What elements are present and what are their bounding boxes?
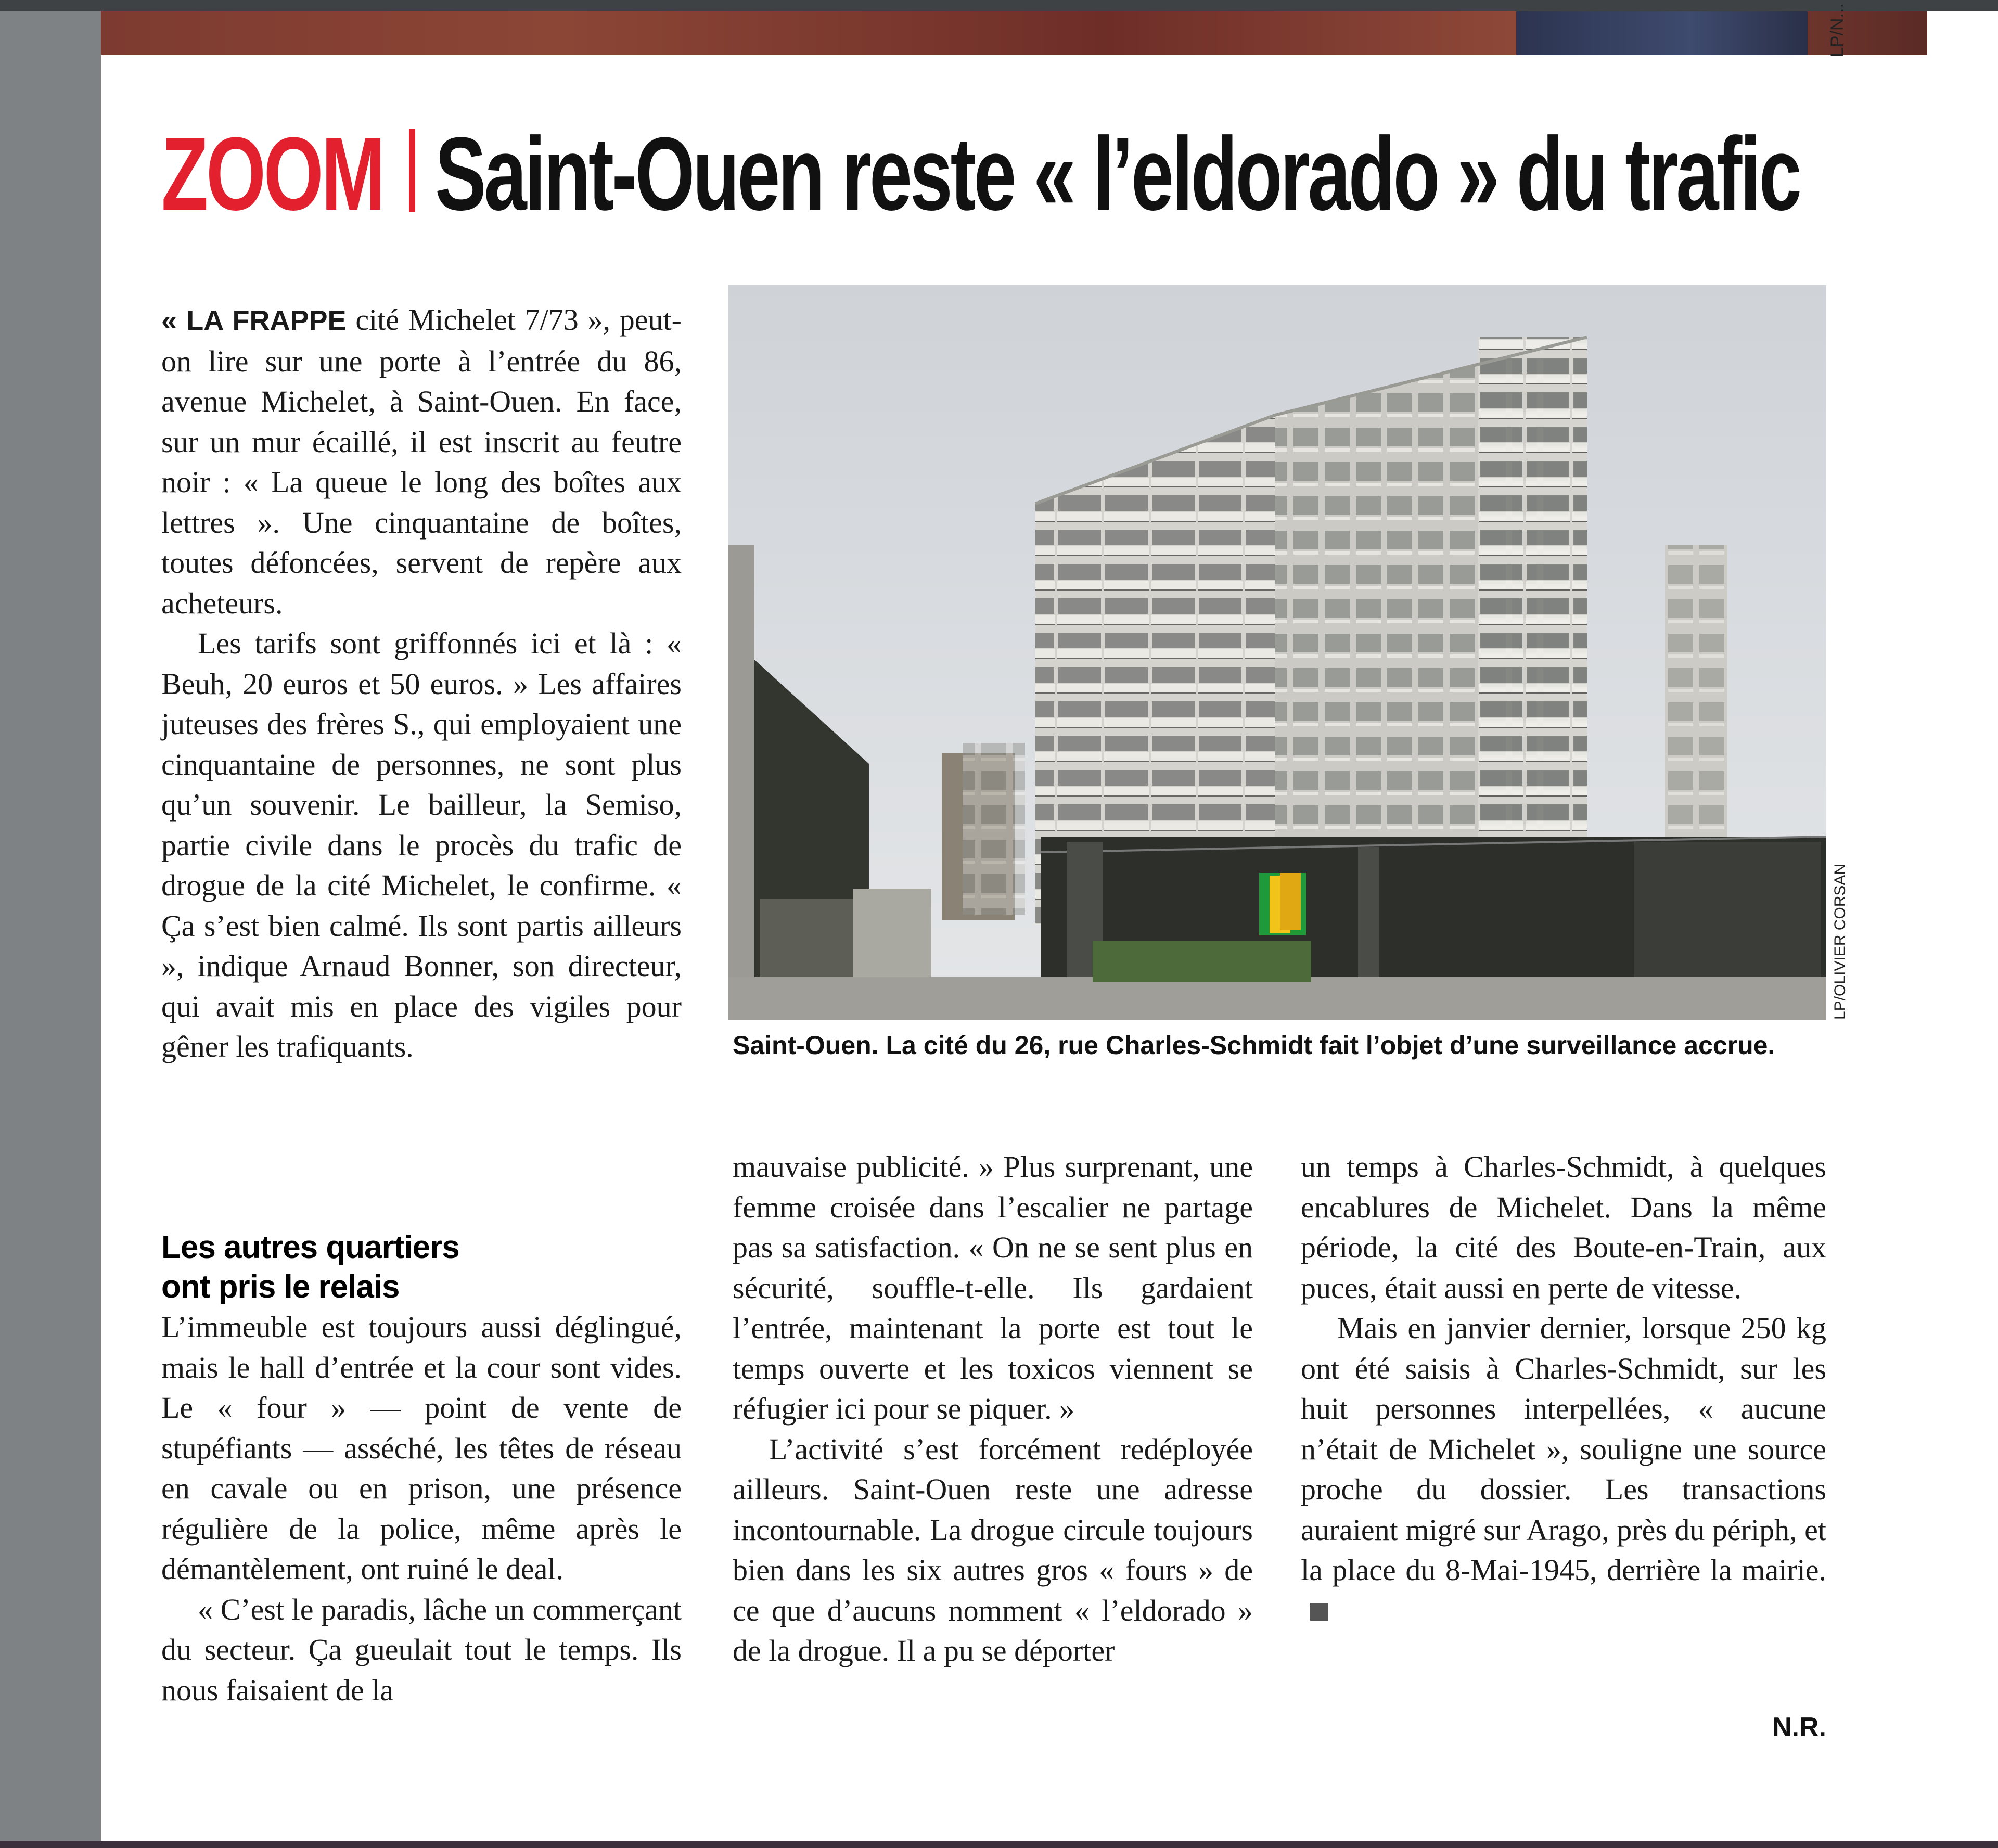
paragraph bbox=[161, 300, 682, 623]
building-photo bbox=[728, 285, 1826, 1020]
paragraph: Les tarifs sont griffonnés ici et là : « Beuh, 20 euros et 50 euros. » Les affaires juteuses des frères S., qui employaient une cinquantaine de personnes, ne sont plus qu’un souvenir. Le bailleur, la Semiso, partie civile dans le procès du trafic de drogue de la cité Michelet, le confirme. « Ça s’est bien calmé. Ils sont partis ailleurs », indique Arnaud Bonner, son directeur, qui avait mis en place des vigiles pour gêner les trafiquants. bbox=[161, 626, 682, 1063]
article-column-1 bbox=[161, 300, 682, 1067]
previous-photo-strip bbox=[101, 11, 1927, 55]
paragraph: L’immeuble est toujours aussi déglingué, mais le hall d’entrée et la cour sont vides. Le « four » — point de vente de stupéfiants — asséché, les têtes de réseau en cavale ou en prison, une présence régulière de la police, même après le démantèlement, ont ruiné le deal. bbox=[161, 1310, 682, 1586]
end-mark-icon bbox=[1310, 1603, 1328, 1621]
rubric-separator bbox=[409, 129, 415, 212]
paragraph: « C’est le paradis, lâche un commerçant du secteur. Ça gueulait tout le temps. Ils nous faisaient de la bbox=[161, 1592, 682, 1707]
headline bbox=[161, 114, 1826, 234]
article-column-3 bbox=[1301, 1147, 1826, 1631]
top-photo-credit: LP/N... bbox=[1827, 3, 1847, 57]
article-column-2 bbox=[733, 1147, 1253, 1671]
paragraph: un temps à Charles-Schmidt, à quelques encablures de Michelet. Dans la même période, la cité des Boute-en-Train, aux puces, était aussi en perte de vitesse. bbox=[1301, 1150, 1826, 1305]
paragraph-text: Mais en janvier dernier, lorsque 250 kg ont été saisis à Charles-Schmidt, sur les huit personnes interpellées, « aucune n’était de Michelet », souligne une source proche du dossier. Les transactions auraient migré sur Arago, près du périph, et la place du 8-Mai-1945, derrière la mairie. bbox=[1301, 1311, 1826, 1587]
viewer-bottom-bar bbox=[0, 1841, 1998, 1848]
article-column-1-continued bbox=[161, 1307, 682, 1710]
photo-caption: Saint-Ouen. La cité du 26, rue Charles-Schmidt fait l’objet d’une surveillance accrue. bbox=[733, 1031, 1775, 1060]
author-signature: N.R. bbox=[1772, 1712, 1826, 1742]
subheading bbox=[161, 1228, 682, 1307]
subheading-text: Les autres quartiers ont pris le relais bbox=[161, 1229, 459, 1305]
viewer-top-bar bbox=[0, 0, 1998, 11]
paragraph: mauvaise publicité. » Plus surprenant, une femme croisée dans l’escalier ne partage pas sa satisfaction. « On ne se sent plus en sécurité, souffle-t-elle. Ils gardaient l’entrée, maintenant la porte est tout le temps ouverte et les toxicos viennent se réfugier ici pour se piquer. » bbox=[733, 1150, 1253, 1426]
lead-in: « LA FRAPPE bbox=[161, 305, 347, 336]
paragraph-text: cité Michelet 7/73 », peut-on lire sur une porte à l’entrée du 86, avenue Michelet, à Saint-Ouen. En face, sur un mur écaillé, il est inscrit au feutre noir : « La queue le long des boîtes aux lettres ». Une cinquantaine de boîtes, toutes défoncées, servent de repère aux acheteurs. bbox=[161, 303, 682, 620]
photo-credit: LP/OLIVIER CORSAN bbox=[1831, 863, 1849, 1020]
paragraph: L’activité s’est forcément redéployée ailleurs. Saint-Ouen reste une adresse incontournable. La drogue circule toujours bien dans les six autres gros « fours » de ce que d’aucuns nomment « l’eldorado » de la drogue. Il a pu se déporter bbox=[733, 1432, 1253, 1667]
viewer-left-margin bbox=[0, 0, 101, 1848]
paragraph bbox=[1301, 1308, 1826, 1631]
headline-title: Saint-Ouen reste « l’eldorado » du trafic bbox=[434, 116, 1800, 232]
rubric-label: ZOOM bbox=[161, 116, 383, 232]
